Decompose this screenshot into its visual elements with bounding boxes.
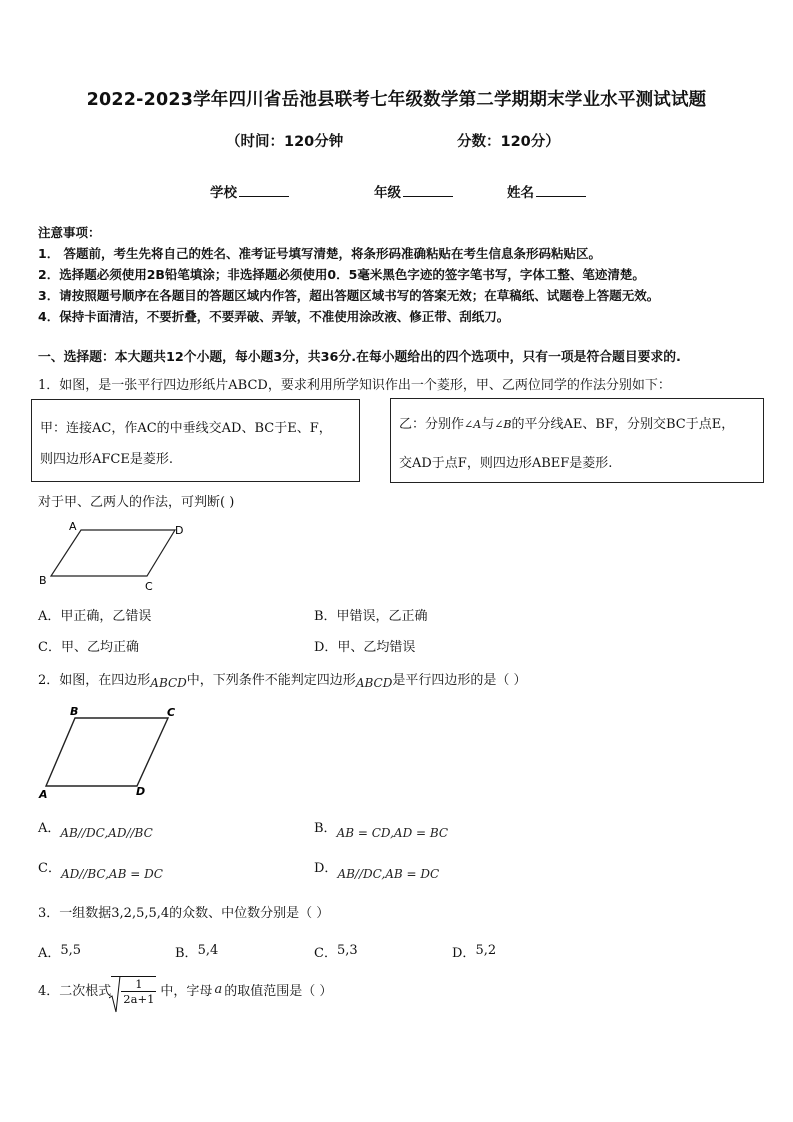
q1-yi-angle-b: ∠B <box>494 418 512 431</box>
q2-stem-var1: ABCD <box>150 676 187 690</box>
name-blank <box>536 184 586 197</box>
name-field <box>507 181 586 201</box>
q3-option-b-value: 5,4 <box>197 943 219 958</box>
q2-option-b[interactable] <box>314 817 449 840</box>
q1-yi-pre: 乙：分别作 <box>399 417 465 432</box>
q3-option-d-value: 5,2 <box>475 943 497 958</box>
q4-fraction <box>121 977 156 1006</box>
q4-stem-post: 的取值范围是（ ） <box>224 983 333 999</box>
q2-option-b-letter: B． <box>314 821 337 836</box>
radical-sign-icon <box>109 976 121 1014</box>
q2-label-d: D <box>136 785 146 798</box>
q1-yi-box <box>390 398 764 483</box>
q3-option-b[interactable] <box>175 942 218 961</box>
q3-option-c-letter: C． <box>314 946 337 961</box>
q2-parallelogram <box>46 718 168 786</box>
q2-option-d[interactable] <box>314 857 440 881</box>
q3-option-d-letter: D． <box>452 946 476 961</box>
q1-option-d[interactable]: D．甲、乙均错误 <box>314 640 416 655</box>
q2-stem-pre: 2．如图，在四边形 <box>38 673 151 688</box>
grade-field <box>374 181 453 201</box>
school-label: 学校 <box>210 185 237 201</box>
q4-var: a <box>214 981 223 997</box>
grade-blank <box>403 184 453 197</box>
q2-option-c-letter: C． <box>38 861 61 876</box>
q1-parallelogram <box>51 530 175 576</box>
q1-label-c: C <box>145 580 153 593</box>
notice-item: 2．选择题必须使用2B铅笔填涂；非选择题必须使用0．5毫米黑色字迹的签字笔书写，字体工整、笔迹清楚。 <box>38 267 645 282</box>
notice-item: 4．保持卡面清洁，不要折叠，不要弄破、弄皱，不准使用涂改液、修正带、刮纸刀。 <box>38 309 510 324</box>
q2-label-b: B <box>70 705 79 718</box>
q1-option-a[interactable]: A．甲正确，乙错误 <box>38 609 152 624</box>
q3-option-d[interactable] <box>452 942 496 961</box>
page-title: 2022-2023学年四川省岳池县联考七年级数学第二学期期末学业水平测试试题 <box>86 90 707 110</box>
q3-option-a[interactable] <box>38 942 81 961</box>
q2-option-a-expr: AB//DC,AD//BC <box>60 826 153 840</box>
q4-numerator: 1 <box>135 977 143 991</box>
q3-option-c-value: 5,3 <box>336 943 358 958</box>
q4-denominator: 2a+1 <box>123 992 155 1006</box>
q3-option-a-value: 5,5 <box>60 943 82 958</box>
q2-option-c[interactable] <box>38 857 163 881</box>
q1-jia-line2: 则四边形AFCE是菱形. <box>40 452 173 467</box>
q1-yi-angle-a: ∠A <box>464 418 482 431</box>
school-field <box>210 181 289 201</box>
q1-label-a: A <box>69 520 77 533</box>
q2-label-c: C <box>167 706 176 719</box>
q1-label-b: B <box>39 574 47 587</box>
q1-parallelogram-figure <box>30 516 200 596</box>
q4-stem <box>38 972 332 1006</box>
exam-score: 分数：120分） <box>457 134 560 150</box>
exam-time: （时间：120分钟 <box>226 134 344 150</box>
school-blank <box>239 184 289 197</box>
notice-heading: 注意事项： <box>38 225 101 240</box>
q3-option-b-letter: B． <box>175 946 198 961</box>
q4-stem-pre: 4．二次根式 <box>38 983 112 999</box>
q4-radical <box>111 976 156 1006</box>
q2-option-d-letter: D． <box>314 861 338 876</box>
q2-option-b-expr: AB = CD,AD = BC <box>336 826 449 840</box>
name-label: 姓名 <box>507 185 534 201</box>
notice-item: 3．请按照题号顺序在各题目的答题区域内作答，超出答题区域书写的答案无效；在草稿纸、试题卷上答题无效。 <box>38 288 660 303</box>
q1-jia-box <box>31 399 360 482</box>
q2-option-a[interactable] <box>38 817 153 840</box>
q1-option-c[interactable]: C．甲、乙均正确 <box>38 640 139 655</box>
q3-option-a-letter: A． <box>38 946 61 961</box>
q2-option-d-expr: AB//DC,AB = DC <box>337 867 440 881</box>
q2-stem <box>38 669 526 688</box>
section-heading: 一、选择题：本大题共12个小题，每小题3分，共36分.在每小题给出的四个选项中，只有一项是符合题目要求的. <box>38 350 681 365</box>
q2-option-a-letter: A． <box>38 821 61 836</box>
q1-label-d: D <box>175 524 184 537</box>
q1-yi-mid: 与 <box>481 417 495 432</box>
q4-stem-mid: 中，字母 <box>160 983 213 999</box>
q2-stem-var2: ABCD <box>355 676 393 690</box>
q2-parallelogram-figure <box>30 700 190 802</box>
q1-judge: 对于甲、乙两人的作法，可判断( ) <box>38 495 235 510</box>
grade-label: 年级 <box>374 185 401 201</box>
q2-option-c-expr: AD//BC,AB = DC <box>60 867 163 881</box>
q2-stem-post: 是平行四边形的是（ ） <box>392 673 527 688</box>
q1-option-b[interactable]: B．甲错误，乙正确 <box>314 609 428 624</box>
q1-jia-line1: 甲：连接AC，作AC的中垂线交AD、BC于E、F， <box>40 421 332 436</box>
notice-item: 1． 答题前，考生先将自己的姓名、准考证号填写清楚，将条形码准确粘贴在考生信息条形码粘贴区。 <box>38 246 602 261</box>
q1-yi-post: 的平分线AE、BF，分别交BC于点E， <box>511 417 735 432</box>
q1-yi-line2: 交AD于点F，则四边形ABEF是菱形. <box>399 456 613 471</box>
q2-stem-mid: 中，下列条件不能判定四边形 <box>186 673 356 688</box>
q1-yi-line1 <box>399 413 734 432</box>
q3-option-c[interactable] <box>314 942 358 961</box>
q1-stem: 1．如图，是一张平行四边形纸片ABCD，要求利用所学知识作出一个菱形，甲、乙两位同学的作法分别如下： <box>38 378 671 393</box>
q3-stem: 3．一组数据3,2,5,5,4的众数、中位数分别是（ ） <box>38 906 330 921</box>
q2-label-a: A <box>39 788 48 801</box>
